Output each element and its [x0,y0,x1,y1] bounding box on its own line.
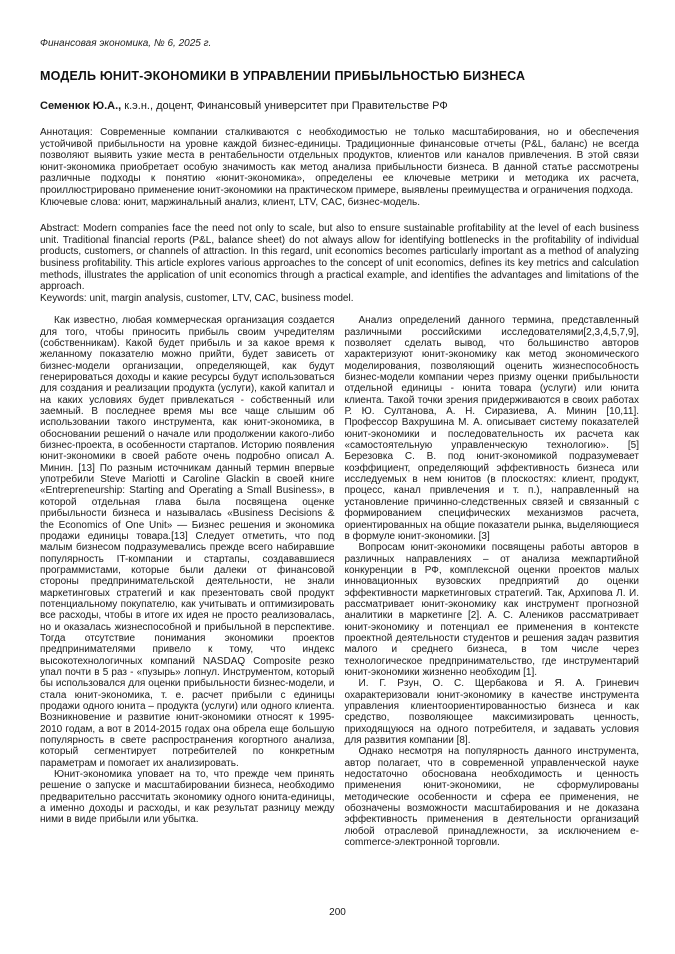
annotation-ru-block [40,127,639,208]
author-affiliation: к.э.н., доцент, Финансовый университет при Правительстве РФ [121,100,448,112]
body-paragraph: Вопросам юнит-экономики посвящены работы авторов в различных направлениях – от анализа межпартийной конкуренции в РФ, комплексной оценки проектов малых инновационных вузовских предприятий до оценки эффективности маркетинговых стратегий. Так, Архипова Л. И. рассматривает юнит-экономику как инструмент прогнозной аналитики в маркетинге [2]. А. С. Алеников рассматривает юнит-экономику и потенциал ее применения в контексте проектной деятельности студентов и решения задач развития малого и среднего бизнеса, в том числе через технологическое предпринимательство, где инструментарий юнит-экономики жизненно необходим [1]. [344,542,639,678]
body-paragraph: Анализ определений данного термина, представленный различными российскими исследователями[2,3,4,5,7,9], позволяет сделать вывод, что большинство авторов характеризуют юнит-экономику как метод экономического моделирования, позволяющий оценить жизнеспособность бизнес-модели компании через призму оценки прибыльности отдельной единицы - юнита товара (услуги) или юнита клиента. Такой точки зрения придерживаются в своих работах Р. Ю. Султанова, А. Н. Сиразиева, А. Минин [10,11]. Профессор Вахрушина М. А. описывает систему показателей юнит-экономики и последовательность их расчета как «самостоятельную управленческую технологию». [5] Березовка С. В. под юнит-экономикой подразумевает коэффициент, определяющий эффективность бизнеса или исследуемых в нем юнитов (в плоскостях: клиент, продукт, процесс, канал привлечения и т. п.), направленный на установление причинно-следственных связей и связанный с формированием специфических механизмов расчета, ориентированных на общие показатели рынка, выделяющиеся в формуле юнит-экономики. [3] [344,315,639,542]
annotation-ru-text: Аннотация: Современные компании сталкиваются с необходимостью не только масштабирования, но и обеспечения устойчивой прибыльности на уровне каждой бизнес-единицы. Традиционные финансовые отчеты (P&L, баланс) не всегда позволяют выявить узкие места в рентабельности отдельных продуктов, клиентов или каналов привлечения. В этой связи юнит-экономика приобретает особую значимость как метод анализа прибыльности бизнеса. В данной статье рассмотрены различные подходы к понятию «юнит-экономика», определены ее ключевые метрики и методика их расчета, проиллюстрировано применение юнит-экономики на практическом примере, выявлены преимущества и ограничения подхода. [40,127,639,196]
page-number: 200 [329,907,346,918]
article-title: МОДЕЛЬ ЮНИТ-ЭКОНОМИКИ В УПРАВЛЕНИИ ПРИБЫЛЬНОСТЬЮ БИЗНЕСА [40,69,526,83]
journal-header: Финансовая экономика, № 6, 2025 г. [40,38,212,49]
body-paragraph: Однако несмотря на популярность данного инструмента, автор полагает, что в современной управленческой науке недостаточно обоснована необходимость и ценность применения юнит-экономики, не сформулированы методические особенности и сфера ее применения, не обозначены возможности масштабирования и не доказана эффективность применения в деятельности организаций любой отраслевой принадлежности, за исключением e-commerce-электронной торговли. [344,746,639,849]
body-paragraph: Юнит-экономика уповает на то, что прежде чем принять решение о запуске и масштабировании бизнеса, необходимо предварительно рассчитать экономику одного юнита-единицы, а именно доходы и расходы, и как результат разницу между ними в виде прибыли или убытка. [40,769,335,826]
abstract-en-block [40,223,639,304]
author-line [40,100,639,112]
annotation-ru-keywords: Ключевые слова: юнит, маржинальный анализ, клиент, LTV, CAC, бизнес-модель. [40,196,421,208]
author-name: Семенюк Ю.А., [40,100,122,112]
body-paragraph: Как известно, любая коммерческая организация создается для того, чтобы приносить прибыль своим учредителям (собственникам). Какой будет прибыль и за какое время к желанному показателю можно прийти, будет зависеть от бизнес-модели организации, определяющей, как будут генерироваться доходы и какие ресурсы будут использоваться для создания и реализации продукта (услуги), какой капитал и на каких условиях будет привлекаться - собственный или заемный. В последнее время мы все чаще слышим об использовании такого инструмента, как юнит-экономика, в обосновании решений о начале или продолжении какого-либо бизнес-проекта, в особенности стартапов. Историю появления юнит-экономики в своей работе очень подробно описал А. Минин. [13] По разным источникам данный термин впервые употребили Steve Mariotti и Caroline Glackin в своей книге «Entrepreneurship: Starting and Operating a Small Business», в которой отдельная глава была посвящена оценке прибыльности бизнеса и называлась «Business Decisions & the Economics of One Unit» — Бизнес решения и экономика продажи единицы товара.[13] Следует отметить, что под малым бизнесом подразумевались прежде всего набиравшие популярность IT-компании и стартапы, создававшиеся программистами, которые были далеки от финансовой стороны предпринимательской деятельности, не знали маркетинговых стратегий и как презентовать свой продукт потенциальному покупателю, как учитывать и оптимизировать все расходы, чтобы в итоге их идея не просто реализовалась, но и оказалась жизнеспособной и прибыльной в перспективе. Тогда отсутствие понимания экономики проектов предпринимателями привело к тому, что индекс высокотехнологичных компаний NASDAQ Composite резко упал почти в 5 раз - «пузырь» лопнул. Инструментом, который бы использовался для оценки прибыльности бизнес-модели, и стала юнит-экономика, т. е. расчет прибыли с единицы продажи одного юнита – продукта (услуги) или одного клиента. Возникновение и развитие юнит-экономики относят к 1995-2010 годам, а вот в 2014-2015 годах она обрела еще большую популярность в свете распространения когортного анализа, который сегментирует потребителей по конкретным параметрам и помогает их анализировать. [40,315,335,769]
body-left-column [40,315,335,848]
abstract-en-keywords: Keywords: unit, margin analysis, customer, LTV, CAC, business model. [40,292,354,304]
body-right-column [345,315,640,848]
body-paragraph: И. Г. Рзун, О. С. Щербакова и Я. А. Гриневич охарактеризовали юнит-экономику в качестве инструмента управления клиентоориентированностью бизнеса и как средство, позволяющее максимизировать ценность, приходящуюся на одного потребителя, и задавать условия для развития компании [8]. [344,678,639,747]
abstract-en-text: Abstract: Modern companies face the need not only to scale, but also to ensure sustainable profitability at the level of each business unit. Traditional financial reports (P&L, balance sheet) do not always allow for identifying bottlenecks in the profitability of individual products, customers, or channels of attraction. In this regard, unit economics becomes particularly important as a method of analyzing business profitability. This article explores various approaches to the concept of unit economics, defines its key metrics and calculation methods, illustrates the application of unit economics through a practical example, and identifies the advantages and limitations of the approach. [40,223,639,293]
body-columns [40,315,639,848]
